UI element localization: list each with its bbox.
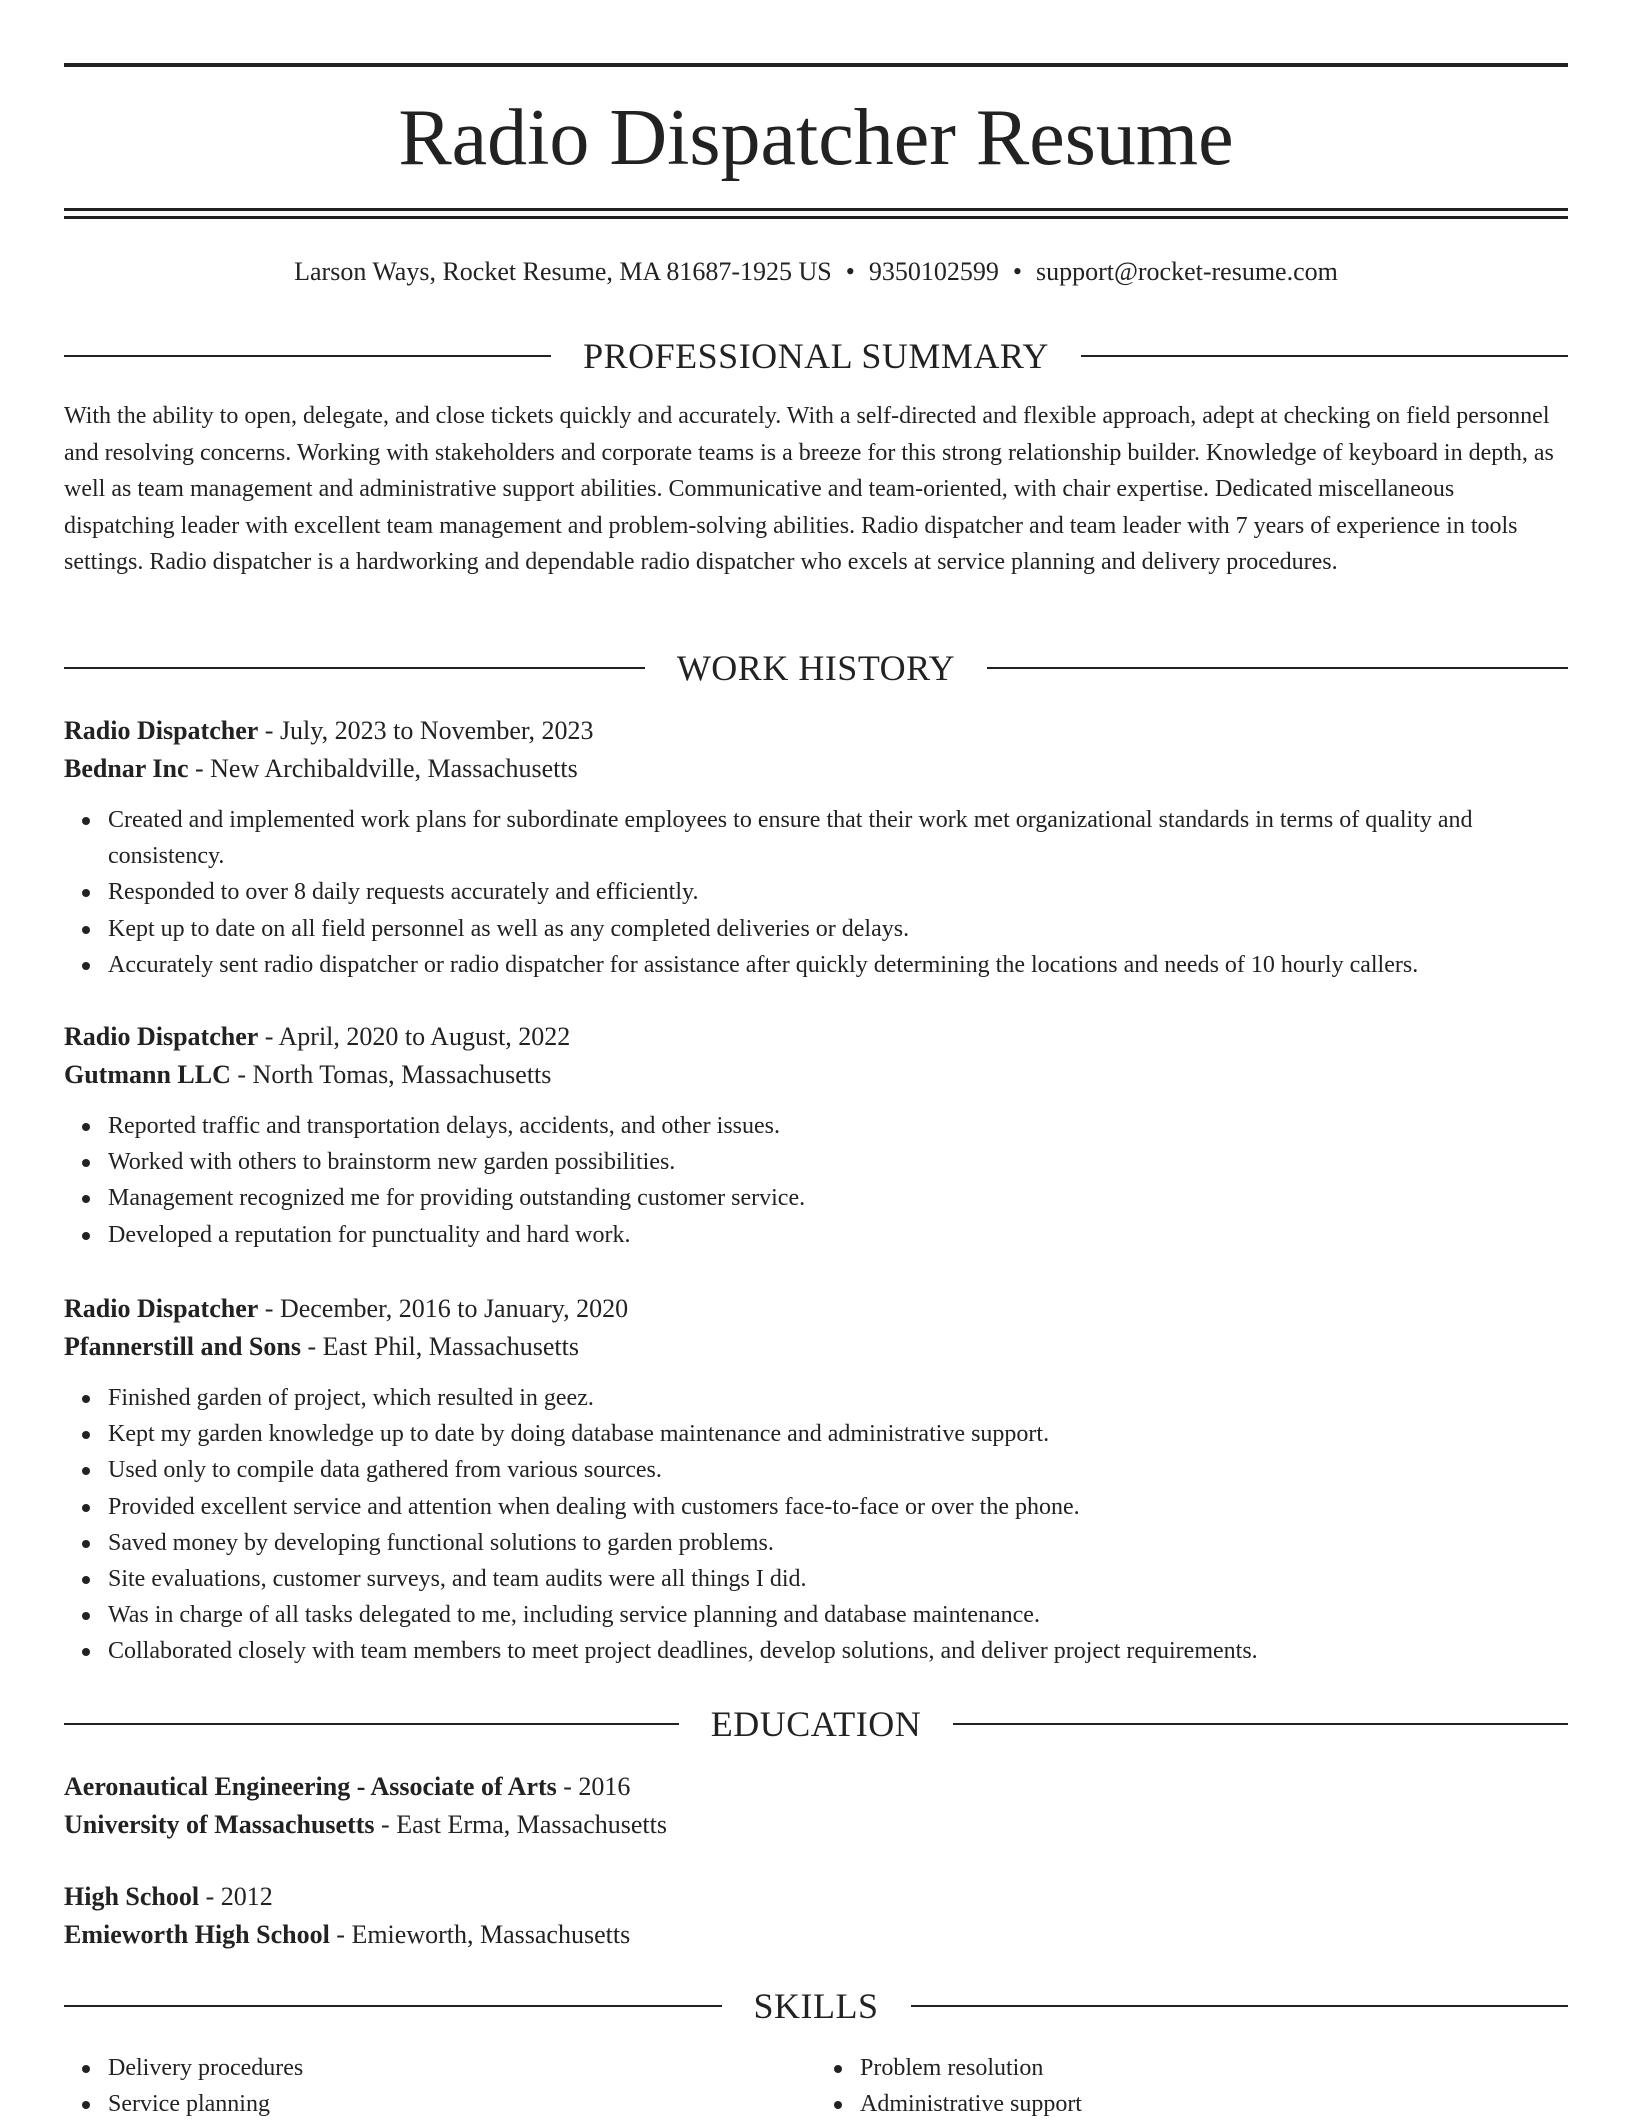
page-title: Radio Dispatcher Resume <box>398 94 1234 182</box>
company-location: - North Tomas, Massachusetts <box>237 1060 552 1089</box>
contact-separator: • <box>1012 257 1022 286</box>
job-dates: - July, 2023 to November, 2023 <box>264 716 594 745</box>
skills-list <box>64 2050 1568 2122</box>
title-rule-lower <box>64 216 1568 219</box>
company-line <box>64 1056 1568 1094</box>
contact-separator: • <box>845 257 855 286</box>
job-duties <box>64 1108 1568 1253</box>
job-duties <box>64 802 1568 983</box>
divider <box>64 1723 679 1725</box>
section-title: PROFESSIONAL SUMMARY <box>583 336 1049 376</box>
job-title: Radio Dispatcher <box>64 1022 259 1051</box>
job-dates: - December, 2016 to January, 2020 <box>264 1294 629 1323</box>
skills-column-right <box>816 2050 1568 2122</box>
list-item: Used only to compile data gathered from various sources. <box>108 1452 1568 1488</box>
skill-item: Problem resolution <box>860 2050 1568 2086</box>
job-entry <box>64 712 1568 983</box>
list-item: Collaborated closely with team members to meet project deadlines, develop solutions, and deliver project requirements. <box>108 1633 1568 1669</box>
list-item: Was in charge of all tasks delegated to me, including service planning and database maintenance. <box>108 1597 1568 1633</box>
divider <box>987 667 1568 669</box>
list-item: Worked with others to brainstorm new garden possibilities. <box>108 1144 1568 1180</box>
list-item: Saved money by developing functional solutions to garden problems. <box>108 1525 1568 1561</box>
job-title-line <box>64 1290 1568 1328</box>
job-title-line <box>64 712 1568 750</box>
list-item: Created and implemented work plans for subordinate employees to ensure that their work met organizational standards in terms of quality and consistency. <box>108 802 1568 874</box>
list-item: Reported traffic and transportation delays, accidents, and other issues. <box>108 1108 1568 1144</box>
list-item: Provided excellent service and attention when dealing with customers face-to-face or over the phone. <box>108 1489 1568 1525</box>
job-title: Radio Dispatcher <box>64 1294 259 1323</box>
company-location: - New Archibaldville, Massachusetts <box>195 754 578 783</box>
graduation-year: - 2016 <box>563 1772 631 1801</box>
section-header-skills <box>64 1984 1568 2028</box>
company-name: Pfannerstill and Sons <box>64 1332 301 1361</box>
section-title: EDUCATION <box>710 1704 922 1744</box>
job-entry <box>64 1018 1568 1253</box>
school-line <box>64 1916 1568 1954</box>
divider <box>1081 355 1568 357</box>
list-item: Responded to over 8 daily requests accurately and efficiently. <box>108 874 1568 910</box>
school-name: Emieworth High School <box>64 1920 330 1949</box>
section-title: WORK HISTORY <box>676 648 956 688</box>
divider <box>64 667 645 669</box>
skills-column-left <box>64 2050 816 2122</box>
degree: Aeronautical Engineering - Associate of Arts <box>64 1772 557 1801</box>
contact-line <box>64 254 1568 290</box>
job-entry <box>64 1290 1568 1670</box>
divider <box>64 2005 722 2007</box>
divider <box>911 2005 1569 2007</box>
divider <box>953 1723 1568 1725</box>
section-title: SKILLS <box>753 1986 879 2026</box>
list-item: Site evaluations, customer surveys, and team audits were all things I did. <box>108 1561 1568 1597</box>
skill-item: Service planning <box>108 2086 816 2122</box>
education-entry <box>64 1768 1568 1844</box>
school-line <box>64 1806 1568 1844</box>
section-header-education <box>64 1702 1568 1746</box>
section-header-work <box>64 646 1568 690</box>
list-item: Kept my garden knowledge up to date by doing database maintenance and administrative support. <box>108 1416 1568 1452</box>
school-location: - East Erma, Massachusetts <box>381 1810 667 1839</box>
degree: High School <box>64 1882 200 1911</box>
contact-phone: 9350102599 <box>868 257 999 286</box>
contact-email: support@rocket-resume.com <box>1035 257 1338 286</box>
job-title-line <box>64 1018 1568 1056</box>
job-duties <box>64 1380 1568 1670</box>
section-header-summary <box>64 334 1568 378</box>
skill-item: Administrative support <box>860 2086 1568 2122</box>
contact-address: Larson Ways, Rocket Resume, MA 81687-1925 US <box>294 257 832 286</box>
degree-line <box>64 1768 1568 1806</box>
list-item: Management recognized me for providing outstanding customer service. <box>108 1180 1568 1216</box>
list-item: Developed a reputation for punctuality and hard work. <box>108 1217 1568 1253</box>
job-title: Radio Dispatcher <box>64 716 259 745</box>
divider <box>64 355 551 357</box>
title-rule-upper <box>64 208 1568 211</box>
list-item: Accurately sent radio dispatcher or radio dispatcher for assistance after quickly determining the locations and needs of 10 hourly callers. <box>108 947 1568 983</box>
company-name: Gutmann LLC <box>64 1060 231 1089</box>
graduation-year: - 2012 <box>205 1882 273 1911</box>
education-entry <box>64 1878 1568 1954</box>
job-dates: - April, 2020 to August, 2022 <box>264 1022 571 1051</box>
professional-summary: With the ability to open, delegate, and close tickets quickly and accurately. With a self-directed and flexible approach, adept at checking on field personnel and resolving concerns. Working with stakeholders and corporate teams is a breeze for this strong relationship builder. Knowledge of keyboard in depth, as well as team management and administrative support abilities. Communicative and team-oriented, with chair expertise. Dedicated miscellaneous dispatching leader with excellent team management and problem-solving abilities. Radio dispatcher and team leader with 7 years of experience in tools settings. Radio dispatcher is a hardworking and dependable radio dispatcher who excels at service planning and delivery procedures. <box>64 403 1554 575</box>
school-location: - Emieworth, Massachusetts <box>336 1920 631 1949</box>
company-line <box>64 750 1568 788</box>
degree-line <box>64 1878 1568 1916</box>
company-location: - East Phil, Massachusetts <box>307 1332 579 1361</box>
company-line <box>64 1328 1568 1366</box>
company-name: Bednar Inc <box>64 754 189 783</box>
top-rule <box>64 63 1568 67</box>
school-name: University of Massachusetts <box>64 1810 375 1839</box>
list-item: Finished garden of project, which resulted in geez. <box>108 1380 1568 1416</box>
list-item: Kept up to date on all field personnel as well as any completed deliveries or delays. <box>108 911 1568 947</box>
skill-item: Delivery procedures <box>108 2050 816 2086</box>
